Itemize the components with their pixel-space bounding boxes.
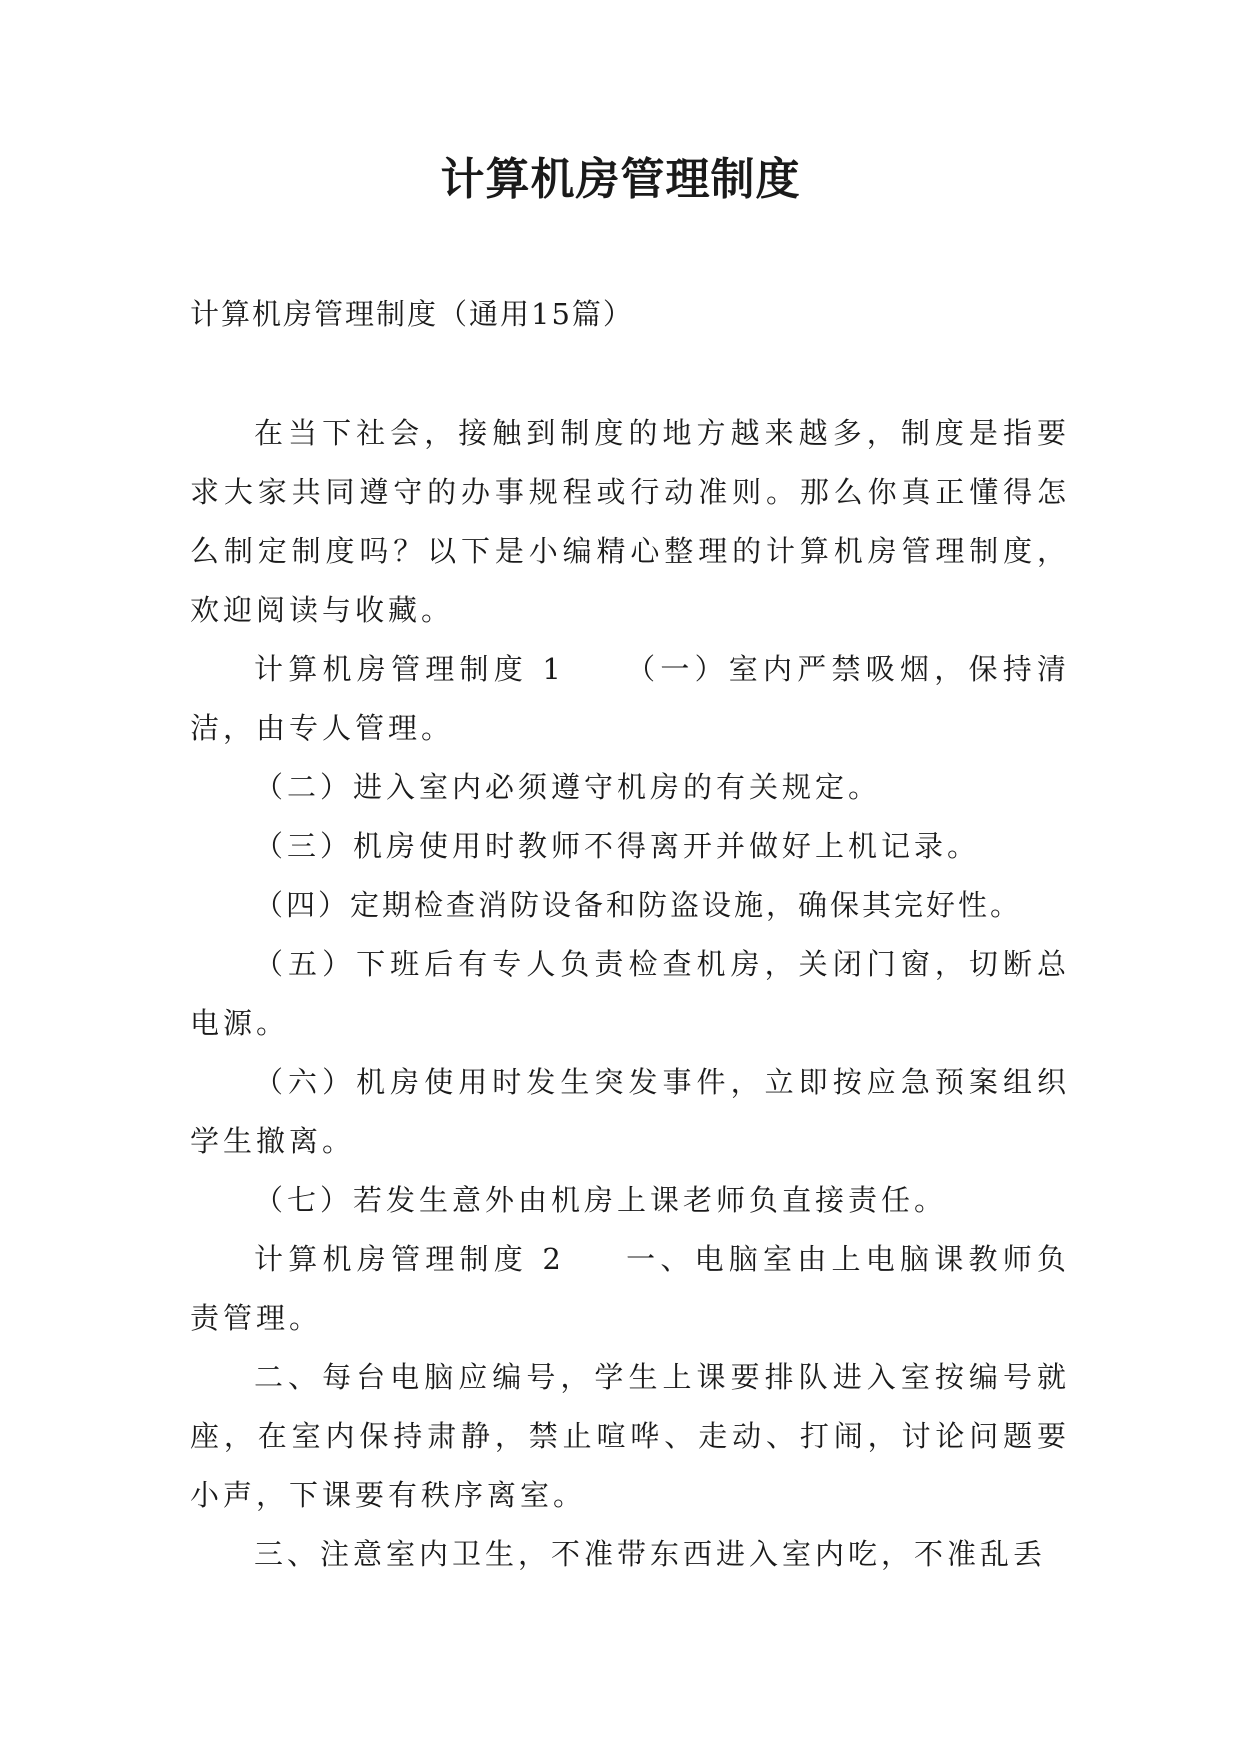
section-1-rule-3: （三）机房使用时教师不得离开并做好上机记录。 [254,829,981,863]
section-1-rule-6: （六）机房使用时发生突发事件，立即按应急预案组织学生撤离。 [190,1065,1070,1158]
section-2-heading: 计算机房管理制度 2 [254,1242,565,1276]
section-1-rule-7: （七）若发生意外由机房上课老师负直接责任。 [254,1183,948,1217]
section-1-lead-paragraph [190,640,1070,758]
section-1-rule-2: （二）进入室内必须遵守机房的有关规定。 [254,770,882,804]
document-title: 计算机房管理制度 [440,154,801,205]
intro-paragraph: 在当下社会，接触到制度的地方越来越多，制度是指要求大家共同遵守的办事规程或行动准则。那么你真正懂得怎么制定制度吗？以下是小编精心整理的计算机房管理制度，欢迎阅读与收藏。 [190,416,1070,627]
section-2-rule-3: 三、注意室内卫生，不准带东西进入室内吃，不准乱丢 [254,1537,1047,1571]
document-body [190,404,1070,1584]
section-1-rule-1: （一）室内严禁吸烟，保持清洁，由专人管理。 [190,652,1070,745]
section-2-lead-paragraph [190,1230,1070,1348]
section-1-rule-4: （四）定期检查消防设备和防盗设施，确保其完好性。 [254,888,1023,922]
document-subtitle: 计算机房管理制度（通用15篇） [190,297,634,331]
section-2-rule-2: 二、每台电脑应编号，学生上课要排队进入室按编号就座，在室内保持肃静，禁止喧哗、走动、打闹，讨论问题要小声，下课要有秩序离室。 [190,1360,1070,1512]
section-2-rule-1: 一、电脑室由上电脑课教师负责管理。 [190,1242,1070,1335]
section-1-heading: 计算机房管理制度 1 [254,652,565,686]
section-1-rule-5: （五）下班后有专人负责检查机房，关闭门窗，切断总电源。 [190,947,1070,1040]
